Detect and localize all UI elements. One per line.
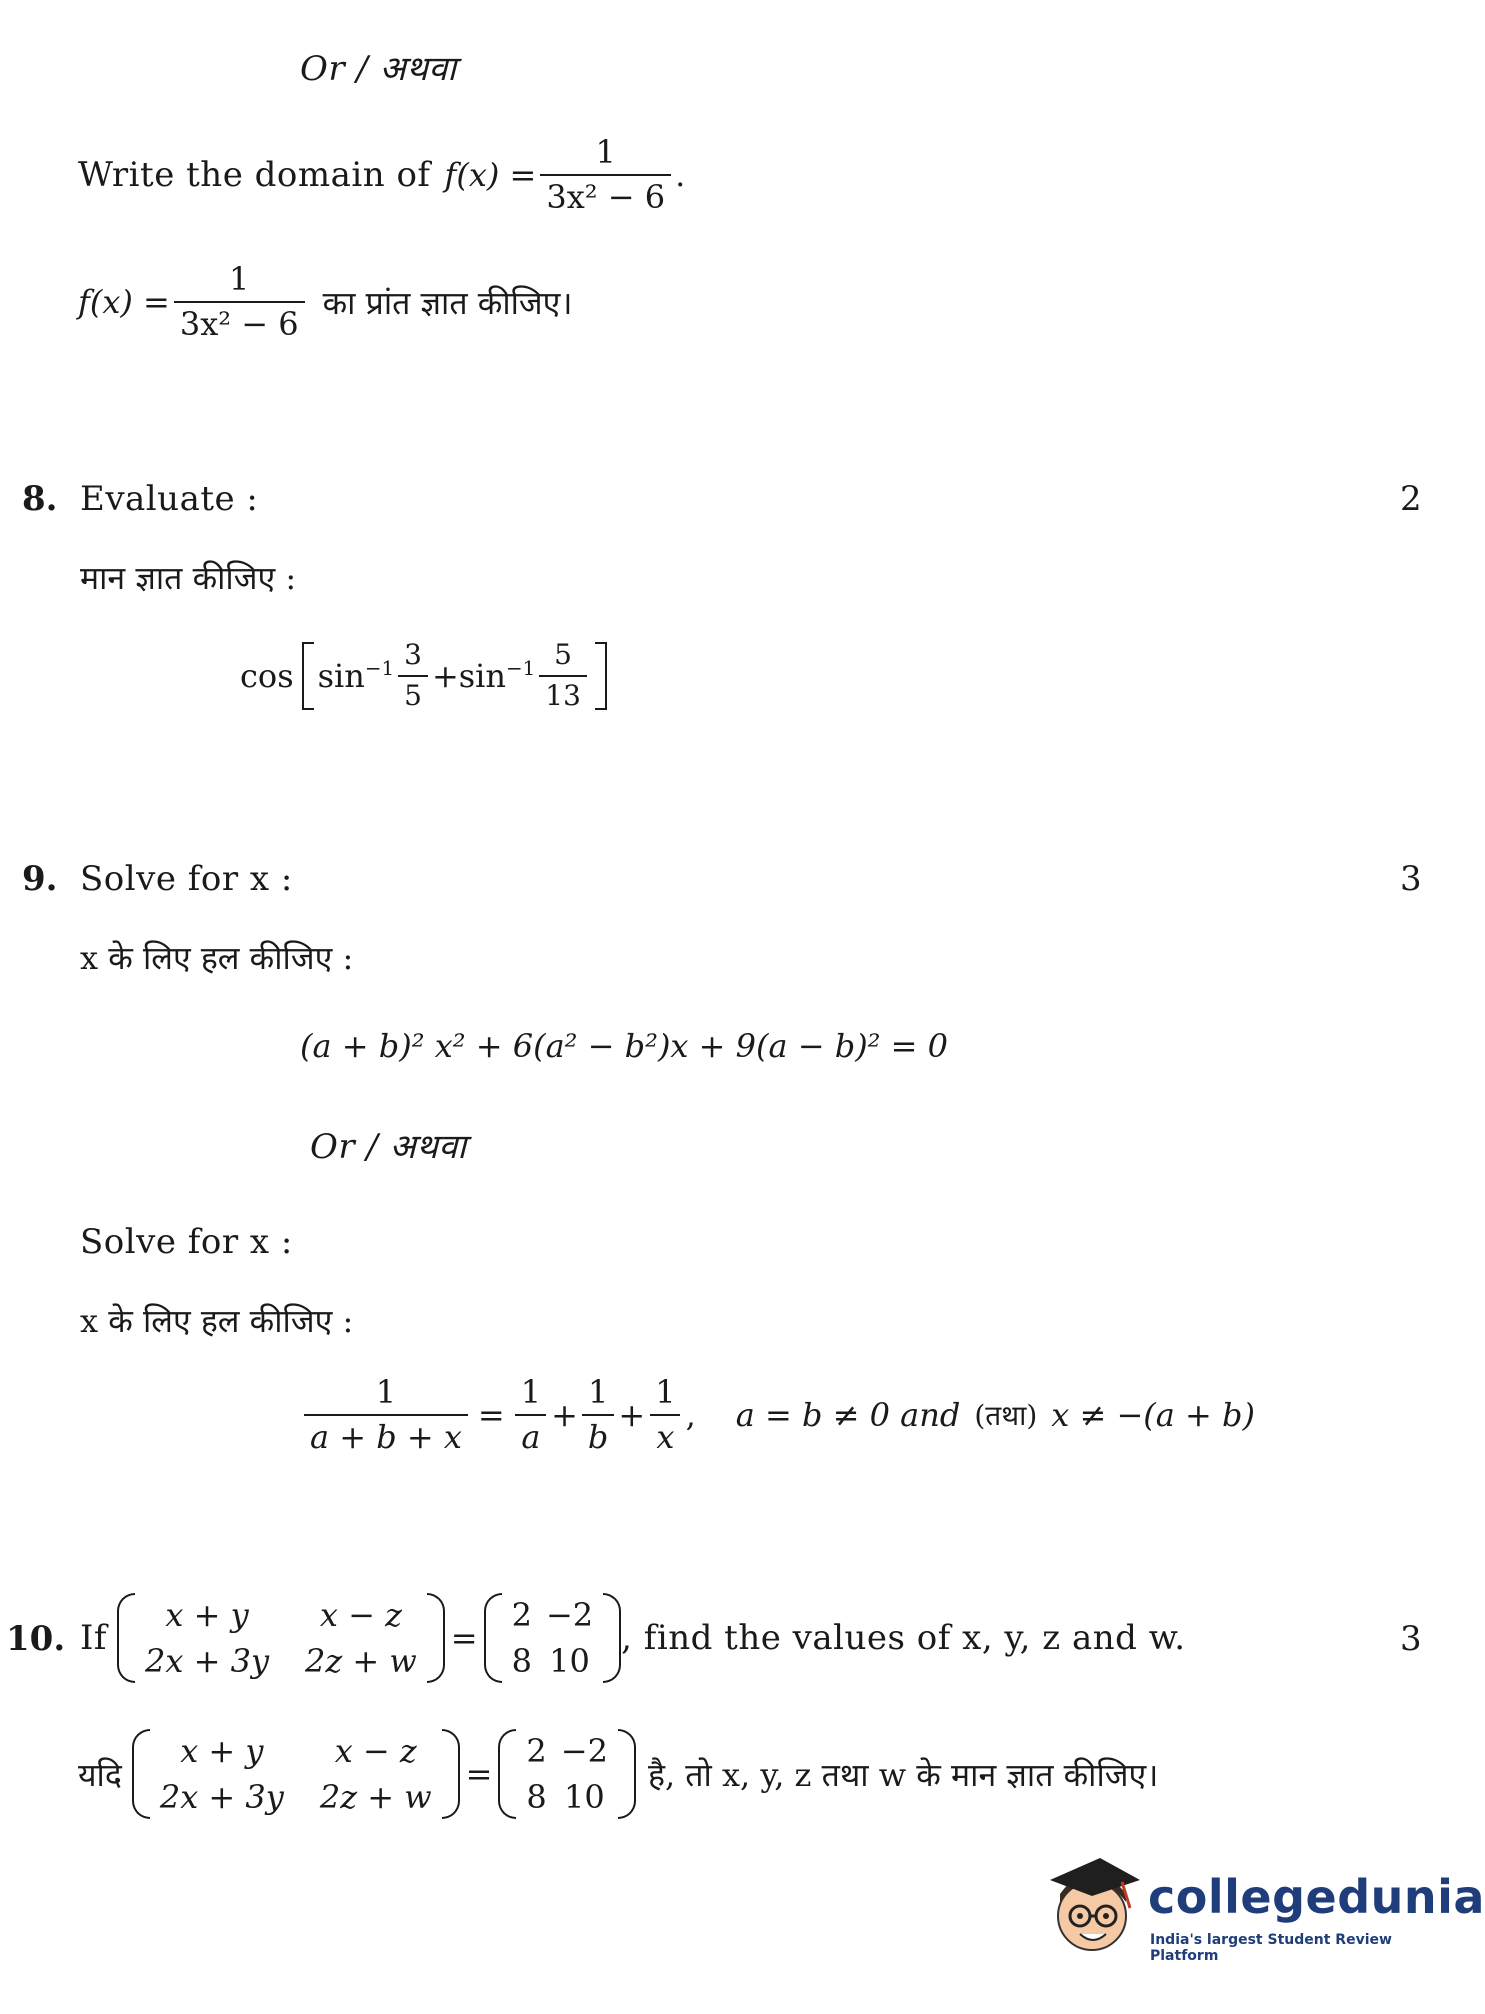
sin-term-1: sin (317, 656, 365, 695)
q10-prompt-en: , find the values of x, y, z and w. (621, 1618, 1186, 1658)
t1-num: 1 (520, 1373, 542, 1411)
fraction-numerator: 1 (595, 133, 616, 171)
function-label-hi: f(x) = (78, 283, 170, 322)
fraction-denominator: 3x² − 6 (540, 174, 671, 215)
q8-marks: 2 (1400, 479, 1422, 519)
plus-1: + (551, 1396, 578, 1435)
right-bracket (595, 642, 607, 710)
if-label-hi: यदि (78, 1755, 122, 1794)
hindi-and: (तथा) (974, 1399, 1038, 1433)
equals-sign: = (477, 1396, 505, 1435)
domain-prompt: Write the domain of (78, 155, 431, 196)
q10-marks: 3 (1400, 1619, 1422, 1659)
q8-prompt-en: Evaluate : (80, 479, 259, 519)
matrix-b-cell: 2 (526, 1732, 547, 1770)
fraction-denominator-hi: 3x² − 6 (174, 301, 305, 342)
matrix-b-cell: −2 (545, 1596, 594, 1634)
den-13: 13 (539, 675, 587, 712)
matrix-b-cell: −2 (560, 1732, 608, 1770)
t2-den: b (582, 1414, 614, 1455)
function-label: f(x) = (444, 156, 537, 195)
matrix-a (135, 1592, 427, 1684)
matrix-b-cell: 10 (549, 1642, 590, 1680)
domain-question-en (78, 135, 685, 215)
mascot-icon (1040, 1850, 1144, 1970)
matrix-a-left-paren-hi (132, 1729, 150, 1819)
plus-2: + (618, 1396, 646, 1435)
if-label: If (80, 1618, 108, 1658)
matrix-b-cell: 8 (526, 1778, 547, 1816)
q9-prompt-hi: x के लिए हल कीजिए : (80, 939, 354, 977)
den-5: 5 (398, 675, 428, 712)
matrix-a-cell: 2z + w (305, 1642, 417, 1680)
q9-equation: (a + b)² x² + 6(a² − b²)x + 9(a − b)² = 0 (300, 1027, 949, 1065)
term-1-over-b (582, 1375, 614, 1455)
function-fraction-hi (174, 262, 305, 342)
logo-tagline: India's largest Student Review Platform (1150, 1932, 1392, 1964)
matrix-b-left-paren (484, 1593, 502, 1683)
fraction-numerator-hi: 1 (229, 260, 250, 298)
matrix-a-cell: x − z (334, 1732, 417, 1770)
t3-den: x (650, 1414, 680, 1455)
matrix-a-left-paren (117, 1593, 135, 1683)
question-number-9: 9. (22, 859, 58, 899)
period: . (675, 156, 686, 195)
q9-prompt-en: Solve for x : (80, 859, 293, 899)
matrix-b-cell: 10 (564, 1778, 605, 1816)
matrix-b-cell: 8 (511, 1642, 532, 1680)
matrix-b-left-paren-hi (498, 1729, 516, 1819)
comma: , (685, 1396, 696, 1435)
q8-prompt-hi: मान ज्ञात कीजिए : (80, 559, 297, 597)
matrix-a-right-paren-hi (442, 1729, 460, 1819)
fraction-5-13 (539, 640, 587, 712)
matrix-a-right-paren (427, 1593, 445, 1683)
fraction-3-5 (398, 640, 428, 712)
logo-wordmark: collegedunia (1148, 1870, 1485, 1924)
inverse-exponent-2: −1 (506, 657, 536, 681)
condition-1: a = b ≠ 0 and (735, 1396, 961, 1435)
or-label: Or / अथवा (300, 49, 457, 89)
matrix-a-cell: 2z + w (319, 1778, 432, 1816)
question-number-8: 8. (22, 479, 58, 519)
left-bracket (302, 642, 314, 710)
q9-or-prompt-en: Solve for x : (80, 1222, 293, 1262)
lhs-fraction (304, 1375, 468, 1455)
q10-prompt-hi: है, तो x, y, z तथा w के मान ज्ञात कीजिए। (647, 1755, 1159, 1794)
matrix-b-right-paren (603, 1593, 621, 1683)
lhs-numerator: 1 (375, 1373, 397, 1411)
t3-num: 1 (655, 1373, 676, 1411)
matrix-b-right-paren-hi (618, 1729, 636, 1819)
q10-statement-hi (78, 1728, 1158, 1820)
t2-num: 1 (587, 1373, 609, 1411)
q9-or-equation (300, 1375, 1255, 1455)
q8-expression (240, 640, 607, 712)
inverse-exponent-1: −1 (364, 657, 395, 681)
cos-term: cos (240, 656, 294, 695)
q9-or-label: Or / अथवा (310, 1127, 467, 1167)
t1-den: a (515, 1414, 546, 1455)
equals-sign: = (450, 1619, 478, 1657)
question-number-10: 10. (6, 1619, 66, 1659)
matrix-a-cell: 2x + 3y (145, 1642, 270, 1680)
lhs-denominator: a + b + x (304, 1414, 468, 1455)
q9-or-prompt-hi: x के लिए हल कीजिए : (80, 1302, 354, 1340)
term-1-over-x (649, 1375, 681, 1455)
collegedunia-logo[interactable] (1040, 1850, 1485, 1970)
term-1-over-a (515, 1375, 547, 1455)
function-fraction (540, 135, 671, 215)
sin-term-2: sin (458, 656, 507, 695)
matrix-a-cell: x + y (180, 1732, 264, 1770)
matrix-a-hi (150, 1728, 442, 1820)
q9-marks: 3 (1400, 859, 1422, 899)
num-5: 5 (554, 638, 572, 671)
matrix-b-hi (516, 1728, 618, 1820)
num-3: 3 (404, 638, 422, 671)
domain-prompt-hi: का प्रांत ज्ञात कीजिए। (322, 283, 573, 322)
q10-statement-en (80, 1592, 1186, 1684)
equals-sign-hi: = (465, 1755, 493, 1793)
plus-sign: + (431, 656, 459, 695)
matrix-a-cell: 2x + 3y (159, 1778, 284, 1816)
domain-question-hi (78, 262, 572, 342)
matrix-b-cell: 2 (511, 1596, 532, 1634)
matrix-a-cell: x + y (165, 1596, 249, 1634)
condition-2: x ≠ −(a + b) (1051, 1396, 1255, 1435)
matrix-b (502, 1592, 604, 1684)
matrix-a-cell: x − z (319, 1596, 402, 1634)
